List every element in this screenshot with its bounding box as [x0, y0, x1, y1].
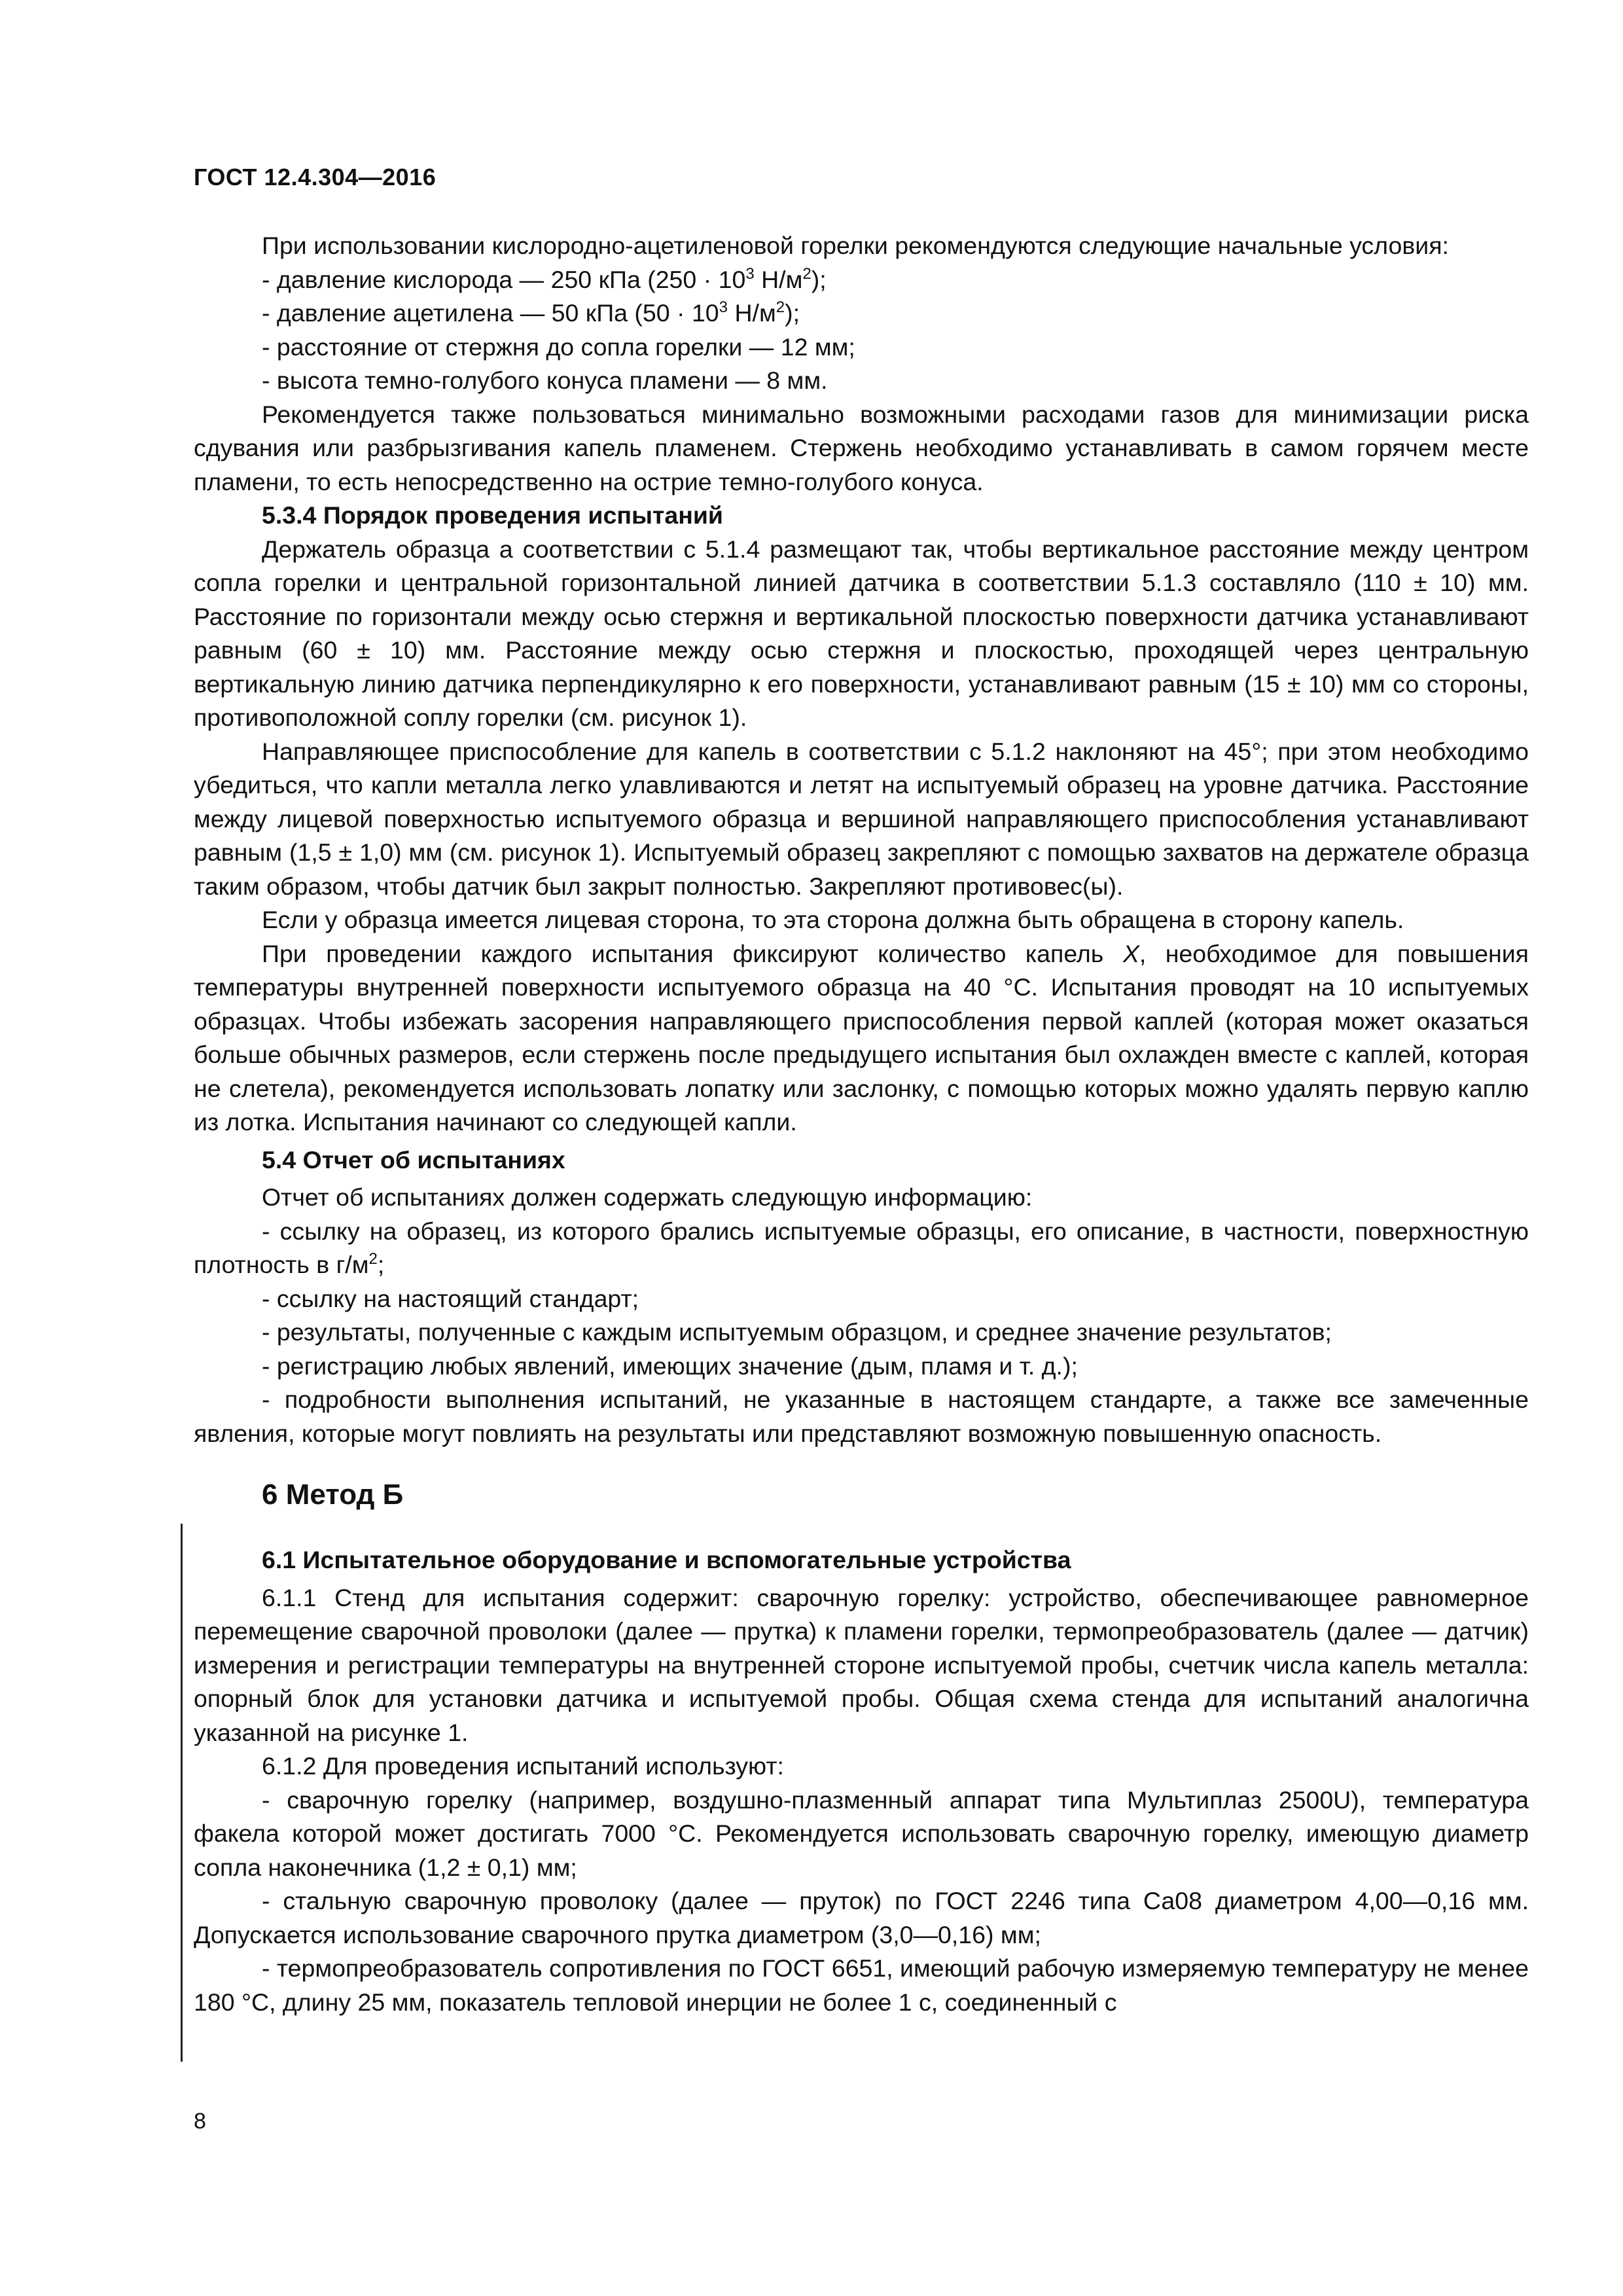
- paragraph: 6.1.2 Для проведения испытаний используют:: [262, 1752, 784, 1780]
- paragraph: Направляющее приспособление для капель в соответствии с 5.1.2 наклоняют на 45°; при этом необходимо убедиться, что капли металла легко улавливаются и летят на испытуемый образец на уровне датчика. Расстояние между лицевой поверхностью испытуемого образца и вершиной направляющего приспособления устанавливают равным (1,5 ± 1,0) мм (см. рисунок 1). Испытуемый образец закрепляют с помощью захватов на держателе образца таким образом, чтобы датчик был закрыт полностью. Закрепляют противовес(ы).: [194, 737, 1529, 900]
- subsection-heading: 5.3.4 Порядок проведения испытаний: [262, 501, 723, 529]
- list-item: - высота темно-голубого конуса пламени — 8 мм.: [262, 367, 828, 394]
- subsection-heading: 5.4 Отчет об испытаниях: [262, 1145, 565, 1174]
- section-heading: 6 Метод Б: [262, 1479, 404, 1511]
- paragraph: При использовании кислородно-ацетиленовой горелки рекомендуются следующие начальные условия:: [262, 232, 1449, 259]
- change-bar: [181, 1524, 183, 2062]
- paragraph: Отчет об испытаниях должен содержать следующую информацию:: [262, 1183, 1033, 1211]
- list-item: - результаты, полученные с каждым испытуемым образцом, и среднее значение результатов;: [262, 1318, 1332, 1346]
- list-item: - термопреобразователь сопротивления по ГОСТ 6651, имеющий рабочую измеряемую температуру не менее 180 °С, длину 25 мм, показатель тепловой инерции не более 1 с, соединенный с: [194, 1954, 1529, 2016]
- list-item: - давление кислорода — 250 кПа ($250 \cdot 10^3$ $Н/м^2$);: [262, 264, 827, 293]
- page-body: [194, 229, 1529, 2019]
- paragraph: Если у образца имеется лицевая сторона, то эта сторона должна быть обращена в сторону капель.: [262, 906, 1404, 933]
- page-number: 8: [194, 2109, 206, 2134]
- list-item: - подробности выполнения испытаний, не указанные в настоящем стандарте, а также все замеченные явления, которые могут повлиять на результаты или представляют возможную повышенную опасность.: [194, 1386, 1529, 1447]
- subsection-heading: 6.1 Испытательное оборудование и вспомогательные устройства: [262, 1546, 1071, 1573]
- document-header: ГОСТ 12.4.304—2016: [194, 164, 437, 190]
- list-item: - стальную сварочную проволоку (далее — пруток) по ГОСТ 2246 типа Са08 диаметром 4,00—0,16 мм. Допускается использование сварочного прутка диаметром (3,0—0,16) мм;: [194, 1887, 1529, 1948]
- paragraph: При проведении каждого испытания фиксируют количество капель X, необходимое для повышения температуры внутренней поверхности испытуемого образца на 40 °С. Испытания проводят на 10 испытуемых образцах. Чтобы избежать засорения направляющего приспособления первой каплей (которая может оказаться больше обычных размеров, если стержень после предыдущего испытания был охлажден вместе с каплей, которая не слетела), рекомендуется использовать лопатку или заслонку, с помощью которых можно удалять первую каплю из лотка. Испытания начинают со следующей капли.: [194, 939, 1529, 1136]
- paragraph: Держатель образца а соответствии с 5.1.4 размещают так, чтобы вертикальное расстояние между центром сопла горелки и центральной горизонтальной линией датчика в соответствии 5.1.3 составляло (110 ± 10) мм. Расстояние по горизонтали между осью стержня и вертикальной плоскостью поверхности датчика устанавливают равным (60 ± 10) мм. Расстояние между осью стержня и плоскостью, проходящей через центральную вертикальную линию датчика перпендикулярно к его поверхности, устанавливают равным (15 ± 10) мм со стороны, противоположной соплу горелки (см. рисунок 1).: [194, 535, 1529, 731]
- paragraph: 6.1.1 Стенд для испытания содержит: сварочную горелку: устройство, обеспечивающее равномерное перемещение сварочной проволоки (далее — прутка) к пламени горелки, термопреобразователь (далее — датчик) измерения и регистрации температуры на внутренней стороне испытуемой пробы, счетчик числа капель металла: опорный блок для установки датчика и испытуемой пробы. Общая схема стенда для испытаний аналогична указанной на рисунке 1.: [194, 1583, 1529, 1746]
- list-item: - сварочную горелку (например, воздушно-плазменный аппарат типа Мультиплаз 2500U), температура факела которой может достигать 7000 °С. Рекомендуется использовать сварочную горелку, имеющую диаметр сопла наконечника (1,2 ± 0,1) мм;: [194, 1785, 1529, 1881]
- paragraph: Рекомендуется также пользоваться минимально возможными расходами газов для минимизации риска сдувания или разбрызгивания капель пламенем. Стержень необходимо устанавливать в самом горячем месте пламени, то есть непосредственно на острие темно-голубого конуса.: [194, 400, 1529, 495]
- list-item: - ссылку на образец, из которого брались испытуемые образцы, его описание, в частности, поверхностную плотность в $г/м^2$;: [194, 1217, 1529, 1278]
- list-item: - ссылку на настоящий стандарт;: [262, 1284, 639, 1312]
- list-item: - расстояние от стержня до сопла горелки — 12 мм;: [262, 332, 855, 361]
- list-item: - регистрацию любых явлений, имеющих значение (дым, пламя и т. д.);: [262, 1352, 1078, 1380]
- list-item: - давление ацетилена — 50 кПа ($50 \cdot 10^3$ $Н/м^2$);: [262, 298, 800, 327]
